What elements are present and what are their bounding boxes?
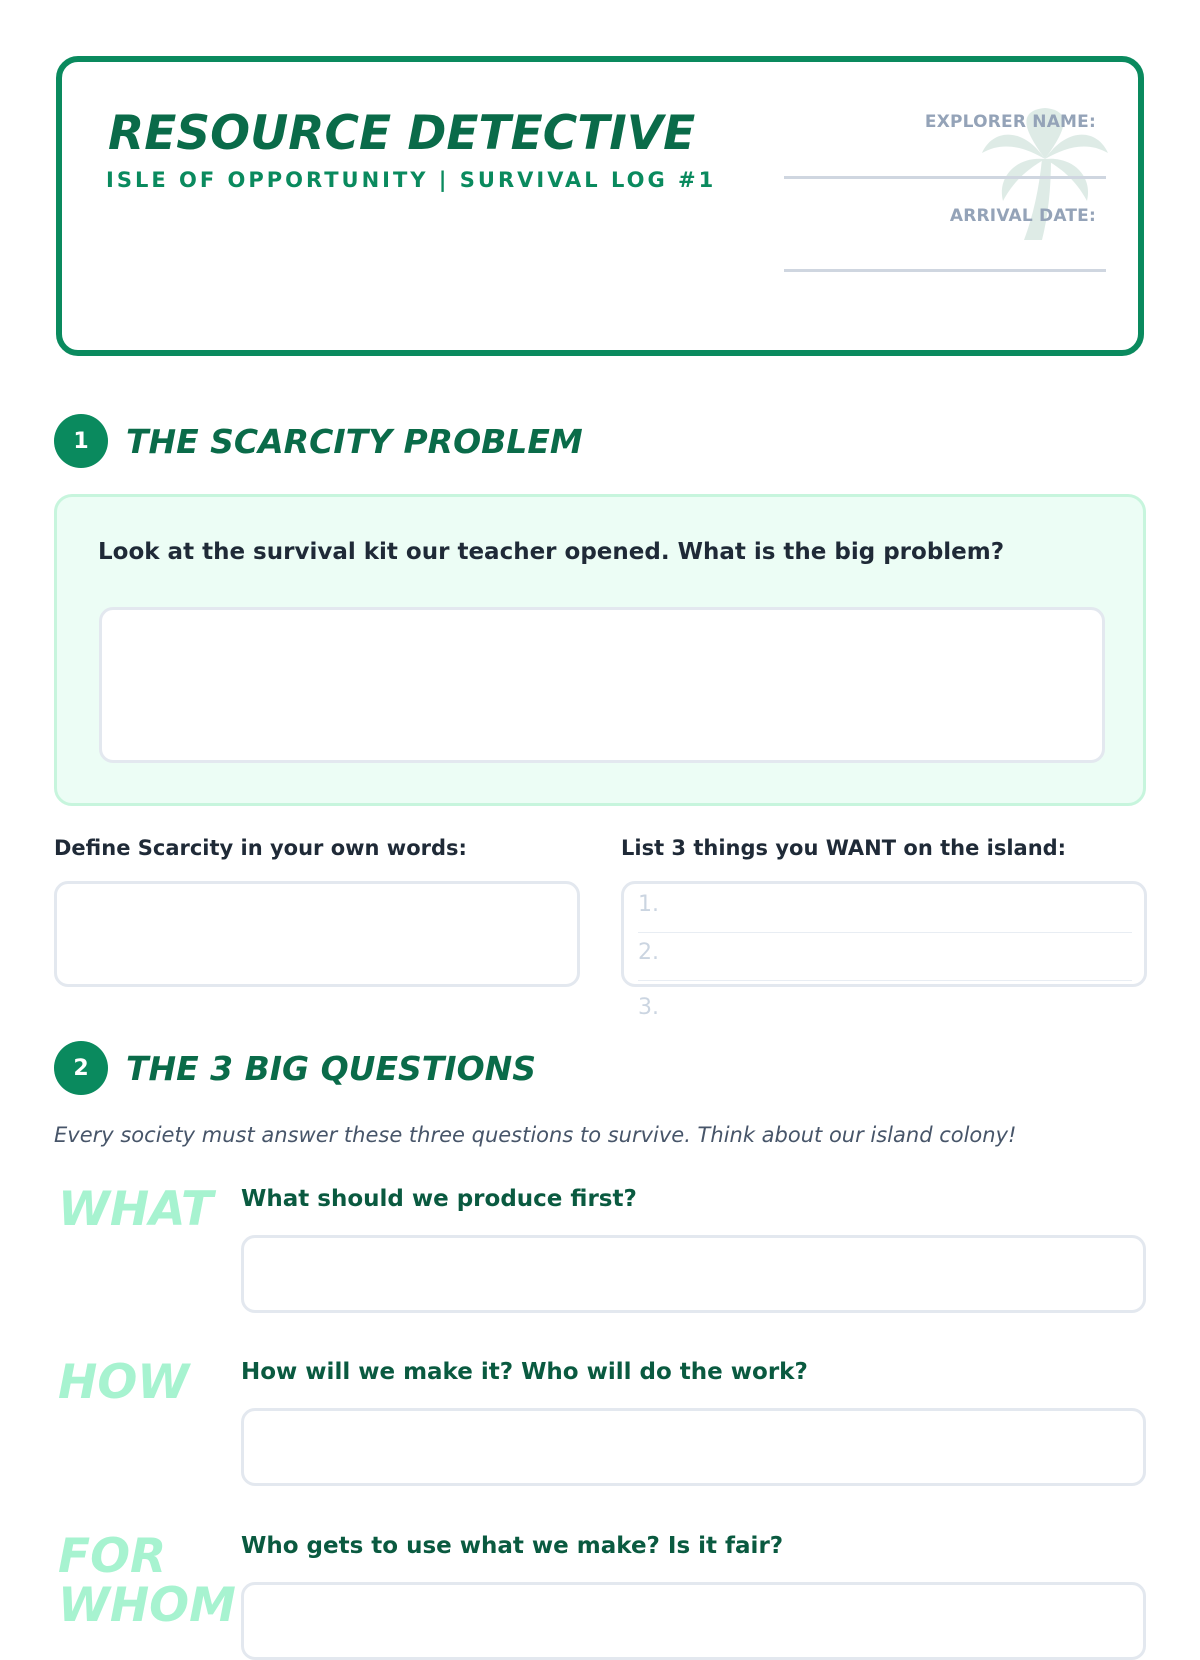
explorer-name-label: EXPLORER NAME: — [924, 112, 1096, 132]
wants-list-number: 2. — [638, 940, 659, 965]
wants-list-rule — [638, 932, 1132, 933]
question-how-answer-box[interactable] — [241, 1408, 1146, 1486]
question-keyword-how: HOW — [58, 1355, 190, 1410]
question-for-whom-answer-box[interactable] — [241, 1582, 1146, 1660]
question-keyword-for-whom: FOR WHOM — [58, 1529, 236, 1634]
scarcity-problem-box — [54, 494, 1146, 806]
wants-list-number: 3. — [638, 995, 659, 1020]
section-2-intro: Every society must answer these three questions to survive. Think about our island colony! — [54, 1123, 1017, 1147]
worksheet-title: RESOURCE DETECTIVE — [108, 106, 696, 161]
arrival-date-label: ARRIVAL DATE: — [949, 206, 1096, 226]
wants-list-label: List 3 things you WANT on the island: — [621, 836, 1067, 860]
question-what-answer-box[interactable] — [241, 1235, 1146, 1313]
section-2-header — [54, 1041, 536, 1095]
section-2-number-badge: 2 — [54, 1041, 108, 1095]
define-scarcity-answer-box[interactable] — [54, 881, 580, 987]
question-for-whom-label: Who gets to use what we make? Is it fair? — [241, 1533, 784, 1559]
wants-list-number: 1. — [638, 892, 659, 917]
wants-list-box[interactable] — [621, 881, 1147, 987]
question-keyword-what: WHAT — [58, 1182, 214, 1237]
wants-list-rule — [638, 980, 1132, 981]
arrival-date-line[interactable] — [784, 269, 1106, 272]
section-2-title: THE 3 BIG QUESTIONS — [126, 1048, 537, 1088]
section-1-number-badge: 1 — [54, 414, 108, 468]
scarcity-problem-answer-box[interactable] — [99, 607, 1105, 763]
section-1-header — [54, 414, 583, 468]
header-card — [56, 56, 1144, 356]
explorer-name-line[interactable] — [784, 176, 1106, 179]
worksheet-subtitle: ISLE OF OPPORTUNITY | SURVIVAL LOG #1 — [106, 168, 717, 192]
scarcity-problem-question: Look at the survival kit our teacher opened. What is the big problem? — [98, 539, 1005, 565]
question-how-label: How will we make it? Who will do the work? — [241, 1359, 808, 1385]
section-1-title: THE SCARCITY PROBLEM — [126, 421, 583, 461]
question-what-label: What should we produce first? — [241, 1186, 637, 1212]
define-scarcity-label: Define Scarcity in your own words: — [54, 836, 467, 860]
